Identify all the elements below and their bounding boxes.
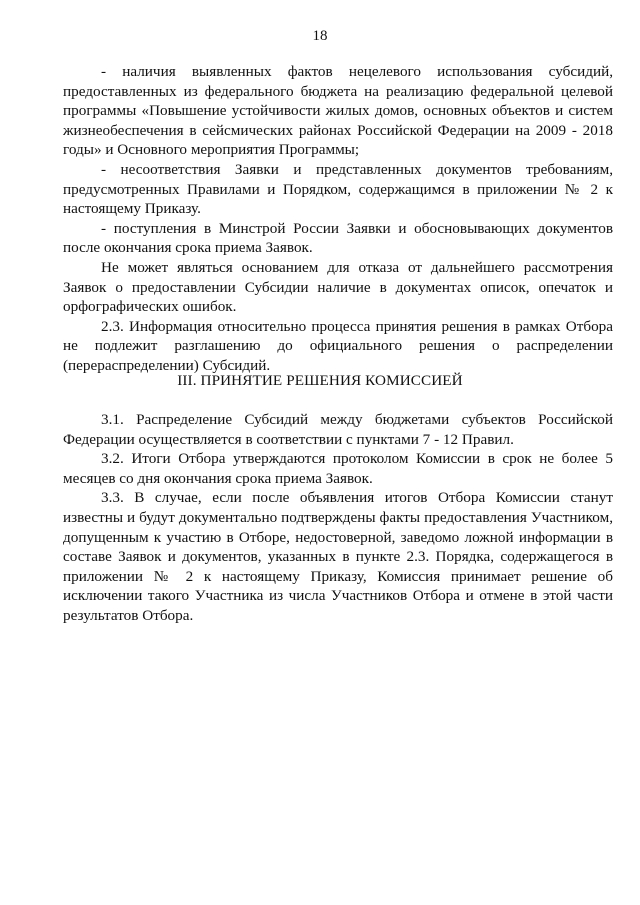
text-block-bottom (63, 410, 613, 626)
paragraph-3-1: 3.1. Распределение Субсидий между бюджетами субъектов Российской Федерации осуществляется в соответствии с пунктами 7 - 12 Правил. (63, 411, 613, 448)
paragraph-nonconformity: - несоответствия Заявки и представленных документов требованиям, предусмотренных Правилами и Порядком, содержащимся в приложении № 2 к настоящему Приказу. (63, 160, 613, 218)
paragraph-2-3: 2.3. Информация относительно процесса принятия решения в рамках Отбора не подлежит разглашению до официального решения о распределении (перераспределении) Субсидий. (63, 317, 613, 374)
text-block-top (63, 62, 613, 376)
paragraph-late-submission: - поступления в Минстрой России Заявки и обосновывающих документов после окончания срока приема Заявок. (63, 219, 613, 257)
paragraph-3-3: 3.3. В случае, если после объявления итогов Отбора Комиссии станут известны и будут документально подтверждены факты предоставления Участником, допущенным к участию в Отборе, недостоверной, заведомо ложной информации в составе Заявок и документов, указанных в пункте 2.3. Порядка, содержащегося в приложении № 2 к настоящему Приказу, Комиссия принимает решение об исключении такого Участника из числа Участников Отбора и отмене в этой части результатов Отбора. (63, 489, 613, 624)
section-title: III. ПРИНЯТИЕ РЕШЕНИЯ КОМИССИЕЙ (177, 372, 463, 389)
paragraph-3-2: 3.2. Итоги Отбора утверждаются протоколом Комиссии в срок не более 5 месяцев со дня окончания срока приема Заявок. (63, 450, 613, 487)
paragraph-misuse-facts: - наличия выявленных фактов нецелевого использования субсидий, предоставленных из федерального бюджета на реализацию федеральной целевой программы «Повышение устойчивости жилых домов, основных объектов и систем жизнеобеспечения в сейсмических районах Российской Федерации на 2009 - 2018 годы» и Основного мероприятия Программы; (63, 63, 613, 159)
paragraph-typos-exception: Не может являться основанием для отказа от дальнейшего рассмотрения Заявок о предоставлении Субсидии наличие в документах описок, опечаток и орфографических ошибок. (63, 258, 613, 316)
page-number: 18 (312, 28, 328, 44)
